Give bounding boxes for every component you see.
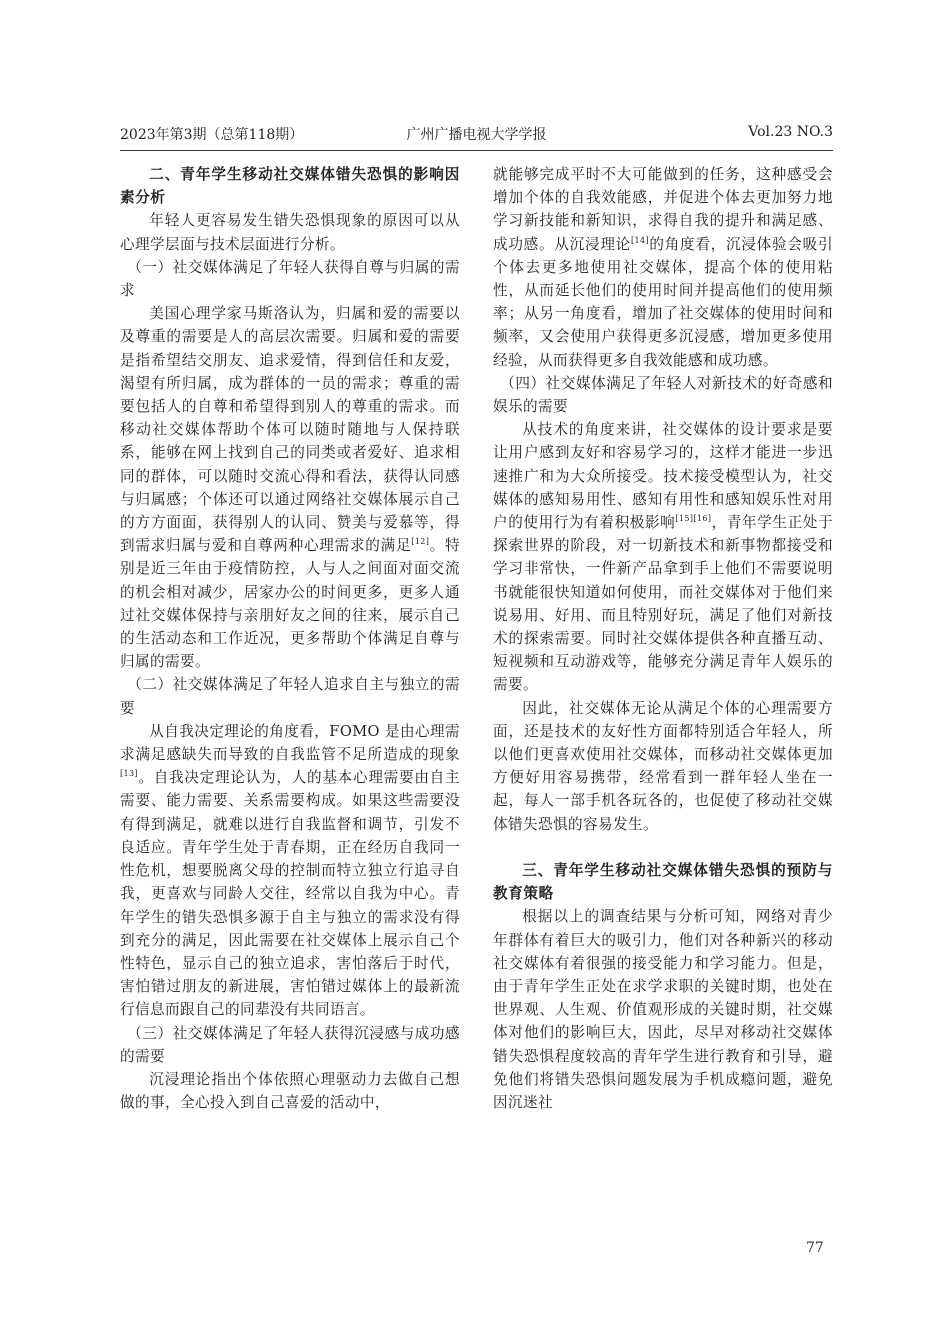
citation-13: [13] xyxy=(120,769,139,779)
running-header xyxy=(120,124,833,148)
subsection-3-heading: （三）社交媒体满足了年轻人获得沉浸感与成功感的需要 xyxy=(120,1024,460,1065)
section-spacer xyxy=(493,836,833,859)
citation-15-16: [15][16] xyxy=(675,514,712,524)
subsection-4-heading: （四）社交媒体满足了年轻人对新技术的好奇感和娱乐的需要 xyxy=(493,374,833,416)
conclusion-paragraph: 因此，社交媒体无论从满足个体的心理需要方面，还是技术的友好性方面都特别适合年轻人，所以他们更喜欢使用社交媒体，而移动社交媒体更加方便好用容易携带，经常看到一群年轻人坐在一起，每人一部手机各玩各的，也促使了移动社交媒体错失恐惧的容易发生。 xyxy=(493,699,833,833)
page-number: 77 xyxy=(806,1240,824,1256)
subsection-3-paragraph: 沉浸理论指出个体依照心理驱动力去做自己想做的事，全心投入到自己喜爱的活动中， xyxy=(120,1070,460,1112)
section-3-paragraph: 根据以上的调查结果与分析可知，网络对青少年群体有着巨大的吸引力，他们对各种新兴的移动社交媒体有着很强的接受能力和学习能力。但是，由于青年学生正处在求学求职的关键时期，也处在世界观、人生观、价值观形成的关键时期，社交媒体对他们的影响巨大，因此，尽早对移动社交媒体错失恐惧程度较高的青年学生进行教育和引导，避免他们将错失恐惧问题发展为手机成瘾问题，避免因沉迷社 xyxy=(493,908,833,1111)
right-column xyxy=(493,163,833,1114)
subsection-1-heading: （一）社交媒体满足了年轻人获得自尊与归属的需求 xyxy=(120,258,460,300)
subsection-1-paragraph: 美国心理学家马斯洛认为，归属和爱的需要以及尊重的需要是人的高层次需要。归属和爱的需要是指希望结交朋友、追求爱情，得到信任和友爱，渴望有所归属，成为群体的一员的需求；尊重的需要包括人的自尊和希望得到别人的尊重的需求。而移动社交媒体帮助个体可以随时随地与人保持联系，能够在网上找到自己的同类或者爱好、追求相同的群体，可以随时交流心得和看法，获得认同感与归属感；个体还可以通过网络社交媒体展示自己的方方面面，获得别人的认同、赞美与爱慕等，得到需求归属与爱和自尊两种心理需求的满足[12]。特别是近三年由于疫情防控，人与人之间面对面交流的机会相对减少，居家办公的时间更多，更多人通过社交媒体保持与亲朋好友之间的往来，展示自己的生活动态和工作近况，更多帮助个体满足自尊与归属的需要。 xyxy=(120,305,460,671)
section-3-heading: 三、青年学生移动社交媒体错失恐惧的预防与教育策略 xyxy=(493,861,833,903)
citation-12: [12] xyxy=(411,537,430,547)
left-column xyxy=(120,163,460,1114)
section-2-heading: 二、青年学生移动社交媒体错失恐惧的影响因素分析 xyxy=(120,166,460,207)
journal-name: 广州广播电视大学学报 xyxy=(406,127,547,143)
volume-info: Vol.23 NO.3 xyxy=(748,124,833,140)
section-2-intro: 年轻人更容易发生错失恐惧现象的原因可以从心理学层面与技术层面进行分析。 xyxy=(120,212,460,253)
citation-14: [14] xyxy=(630,235,650,245)
subsection-4-paragraph: 从技术的角度来讲，社交媒体的设计要求是要让用户感到友好和容易学习的，这样才能进一步迅速推广和为大众所接受。技术接受模型认为，社交媒体的感知易用性、感知有用性和感知娱乐性对用户的使用行为有着积极影响[15][16]，青年学生正处于探索世界的阶段，对一切新技术和新事物都接受和学习非常快，一件新产品拿到手上他们不需要说明书就能很快知道如何使用，而社交媒体对于他们来说易用、好用、而且特别好玩，满足了他们对新技术的探索需要。同时社交媒体提供各种直播互动、短视频和互动游戏等，能够充分满足青年人娱乐的需要。 xyxy=(493,421,833,694)
header-rule xyxy=(120,150,833,151)
subsection-2-paragraph: 从自我决定理论的角度看，FOMO 是由心理需求满足感缺失而导致的自我监管不足所造成的现象[13]。自我决定理论认为，人的基本心理需要由自主需要、能力需要、关系需要构成。如果这些需要没有得到满足，就难以进行自我监督和调节，引发不良适应。青年学生处于青春期，正在经历自我同一性危机，想要脱离父母的控制而特立独立行追寻自我，更喜欢与同龄人交往，经常以自我为中心。青年学生的错失恐惧多源于自主与独立的需求没有得到充分的满足，因此需要在社交媒体上展示自己个性特色，显示自己的独立追求，害怕落后于时代，害怕错过朋友的新进展，害怕错过媒体上的最新流行信息而跟自己的同辈没有共同语言。 xyxy=(120,722,460,1019)
issue-info: 2023年第3期（总第118期） xyxy=(120,127,304,143)
subsection-2-heading: （二）社交媒体满足了年轻人追求自主与独立的需要 xyxy=(120,676,460,717)
subsection-3-continued: 就能够完成平时不大可能做到的任务，这种感受会增加个体的自我效能感，并促进个体去更加努力地学习新技能和新知识，求得自我的提升和满足感、成功感。从沉浸理论[14]的角度看，沉浸体验会吸引个体去更多地使用社交媒体，提高个体的使用粘性，从而延长他们的使用时间并提高他们的使用频率；从另一角度看，增加了社交媒体的使用时间和频率，又会使用户获得更多沉浸感，增加更多使用经验，从而获得更多自我效能感和成功感。 xyxy=(493,166,833,369)
